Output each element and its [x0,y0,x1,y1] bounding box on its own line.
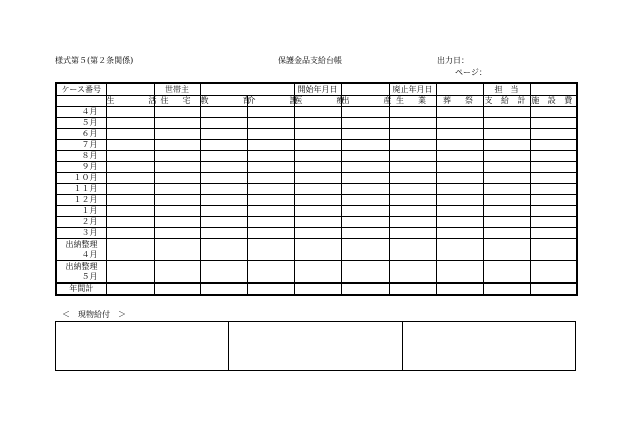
page-number-label: ページ： [455,68,487,77]
month-label [56,195,106,206]
amount-cell [530,162,577,173]
month-label-line: １月 [81,206,98,215]
amount-cell [530,228,577,239]
output-date-label: 出力日： [437,56,469,65]
amount-cell [106,118,154,129]
amount-cell [341,184,389,195]
amount-cell [389,107,436,118]
col-header: 施 設 費 [531,96,576,105]
amount-cell [294,195,341,206]
end-date-cell [436,83,483,96]
amount-cell [389,206,436,217]
amount-cell [341,261,389,284]
table-row [56,239,577,261]
amount-cell [389,140,436,151]
month-label-line: 出納整理 [65,261,98,271]
amount-cell [436,140,483,151]
amount-cell [389,261,436,284]
amount-cell [294,151,341,162]
month-label-line: １１月 [73,184,98,193]
amount-cell [200,107,247,118]
amount-cell [389,151,436,162]
amount-cell [530,173,577,184]
amount-cell [436,261,483,284]
amount-cell [341,217,389,228]
month-label [56,162,106,173]
amount-cell [154,107,200,118]
amount-cell [200,151,247,162]
month-label-line: ７月 [81,140,98,149]
amount-cell [247,151,294,162]
month-label-line: ３月 [81,228,98,237]
amount-cell [483,173,530,184]
corner-cell [56,96,106,107]
amount-cell [200,162,247,173]
end-date-header: 廃止年月日 [389,83,436,96]
amount-cell [436,283,483,295]
amount-cell [247,228,294,239]
col-header: 生 業 [389,96,436,107]
amount-cell [106,261,154,284]
amount-cell [436,118,483,129]
amount-cell [294,206,341,217]
table-row [56,151,577,162]
amount-cell [154,195,200,206]
amount-cell [530,217,577,228]
amount-cell [530,206,577,217]
amount-cell [341,195,389,206]
amount-cell [436,184,483,195]
table-row [56,217,577,228]
amount-cell [530,239,577,261]
amount-cell [436,129,483,140]
table-row [56,195,577,206]
amount-cell [530,140,577,151]
month-label-line: ２月 [81,217,98,226]
amount-cell [341,173,389,184]
month-label [56,261,106,284]
amount-cell [106,140,154,151]
amount-cell [389,283,436,295]
amount-cell [106,283,154,295]
in-kind-cell [56,322,229,370]
form-label: 様式第５(第２条関係) [55,56,134,65]
amount-cell [154,129,200,140]
amount-cell [341,283,389,295]
amount-cell [294,261,341,284]
amount-cell [154,217,200,228]
amount-cell [154,118,200,129]
table-row [56,162,577,173]
in-charge-header: 担 当 [483,83,530,96]
amount-cell [341,228,389,239]
amount-cell [154,206,200,217]
amount-cell [200,206,247,217]
amount-cell [154,228,200,239]
start-date-cell [341,83,389,96]
amount-cell [530,107,577,118]
amount-cell [341,151,389,162]
amount-cell [106,129,154,140]
table-row [56,118,577,129]
amount-cell [106,162,154,173]
householder-cell [200,83,294,96]
amount-cell [200,239,247,261]
in-kind-cell [229,322,402,370]
amount-cell [247,118,294,129]
month-label-line: １２月 [73,195,98,204]
col-header: 生 活 [106,96,163,105]
table-row [56,206,577,217]
amount-cell [389,239,436,261]
amount-cell [389,162,436,173]
col-header: 教 育 [200,96,257,105]
table-row [56,140,577,151]
amount-cell [247,239,294,261]
amount-cell [294,239,341,261]
amount-cell [106,239,154,261]
amount-cell [200,228,247,239]
month-label [56,206,106,217]
amount-cell [154,162,200,173]
amount-cell [530,151,577,162]
amount-cell [200,173,247,184]
in-charge-cell [530,83,577,96]
amount-cell [200,129,247,140]
amount-cell [294,107,341,118]
amount-cell [483,151,530,162]
amount-cell [247,283,294,295]
amount-cell [341,129,389,140]
col-header: 介 護 [247,96,304,105]
amount-cell [530,129,577,140]
month-label [56,217,106,228]
month-label [56,118,106,129]
amount-cell [200,217,247,228]
amount-cell [389,173,436,184]
amount-cell [294,118,341,129]
amount-cell [154,184,200,195]
amount-cell [294,283,341,295]
col-header: 出 産 [341,96,398,105]
amount-cell [294,140,341,151]
month-label-line: ４月 [81,249,98,259]
amount-cell [247,129,294,140]
amount-cell [341,239,389,261]
case-number-header: ケース番号 [56,83,106,96]
amount-cell [106,184,154,195]
amount-cell [436,162,483,173]
amount-cell [247,184,294,195]
month-label [56,184,106,195]
amount-cell [200,195,247,206]
amount-cell [294,184,341,195]
amount-cell [341,140,389,151]
amount-cell [436,151,483,162]
amount-cell [154,283,200,295]
month-label [56,239,106,261]
amount-cell [436,107,483,118]
col-header: 医 療 [294,96,351,105]
amount-cell [389,195,436,206]
amount-cell [436,228,483,239]
amount-cell [294,129,341,140]
month-label [56,140,106,151]
month-label-line: ５月 [81,118,98,127]
amount-cell [106,151,154,162]
amount-cell [483,118,530,129]
month-label [56,151,106,162]
amount-cell [200,118,247,129]
amount-cell [389,184,436,195]
amount-cell [530,184,577,195]
amount-cell [247,173,294,184]
amount-cell [154,140,200,151]
amount-cell [154,261,200,284]
amount-cell [436,173,483,184]
amount-cell [483,283,530,295]
table-row [56,129,577,140]
amount-cell [436,206,483,217]
amount-cell [294,228,341,239]
amount-cell [106,228,154,239]
table-row [56,261,577,284]
amount-cell [200,261,247,284]
amount-cell [200,184,247,195]
page-title: 保護金品支給台帳 [278,56,342,65]
total-row [56,283,577,295]
table-top-row [56,83,577,96]
amount-cell [483,206,530,217]
amount-cell [106,173,154,184]
month-label [56,129,106,140]
amount-cell [247,217,294,228]
amount-cell [106,107,154,118]
in-kind-cell [403,322,575,370]
amount-cell [483,129,530,140]
amount-cell [530,118,577,129]
amount-cell [247,195,294,206]
amount-cell [247,261,294,284]
amount-cell [483,261,530,284]
month-label-line: ４月 [81,107,98,116]
month-label-line: ６月 [81,129,98,138]
amount-cell [200,140,247,151]
householder-header: 世帯主 [154,83,200,96]
start-date-header: 開始年月日 [294,83,341,96]
col-header: 葬 祭 [436,96,483,107]
total-label: 年間計 [56,283,106,295]
amount-cell [294,173,341,184]
amount-cell [200,283,247,295]
month-label-line: １０月 [73,173,98,182]
amount-cell [154,151,200,162]
amount-cell [436,217,483,228]
amount-cell [483,217,530,228]
month-label-line: 出納整理 [65,239,98,249]
amount-cell [483,195,530,206]
amount-cell [389,217,436,228]
amount-cell [389,129,436,140]
table-row [56,184,577,195]
table-row [56,173,577,184]
column-header-row [56,96,577,107]
amount-cell [389,228,436,239]
amount-cell [530,283,577,295]
ledger-table [55,82,578,296]
amount-cell [247,107,294,118]
amount-cell [106,195,154,206]
amount-cell [341,107,389,118]
in-kind-box [55,321,576,371]
amount-cell [436,195,483,206]
in-kind-label: ＜ 現物給付 ＞ [62,310,126,319]
amount-cell [341,206,389,217]
month-label-line: ５月 [81,271,98,281]
month-label [56,228,106,239]
table-row [56,107,577,118]
amount-cell [389,118,436,129]
table-row [56,228,577,239]
amount-cell [154,173,200,184]
amount-cell [247,206,294,217]
amount-cell [106,217,154,228]
amount-cell [483,184,530,195]
month-label-line: ９月 [81,162,98,171]
amount-cell [294,162,341,173]
amount-cell [483,107,530,118]
month-label [56,173,106,184]
amount-cell [483,162,530,173]
col-header: 支 給 計 [484,96,529,105]
amount-cell [483,140,530,151]
amount-cell [341,118,389,129]
case-number-cell [106,83,154,96]
amount-cell [483,228,530,239]
col-header: 住 宅 [154,96,200,107]
amount-cell [247,162,294,173]
month-label [56,107,106,118]
amount-cell [341,162,389,173]
amount-cell [154,239,200,261]
month-label-line: ８月 [81,151,98,160]
amount-cell [106,206,154,217]
amount-cell [530,261,577,284]
amount-cell [483,239,530,261]
amount-cell [436,239,483,261]
amount-cell [247,140,294,151]
amount-cell [530,195,577,206]
amount-cell [294,217,341,228]
